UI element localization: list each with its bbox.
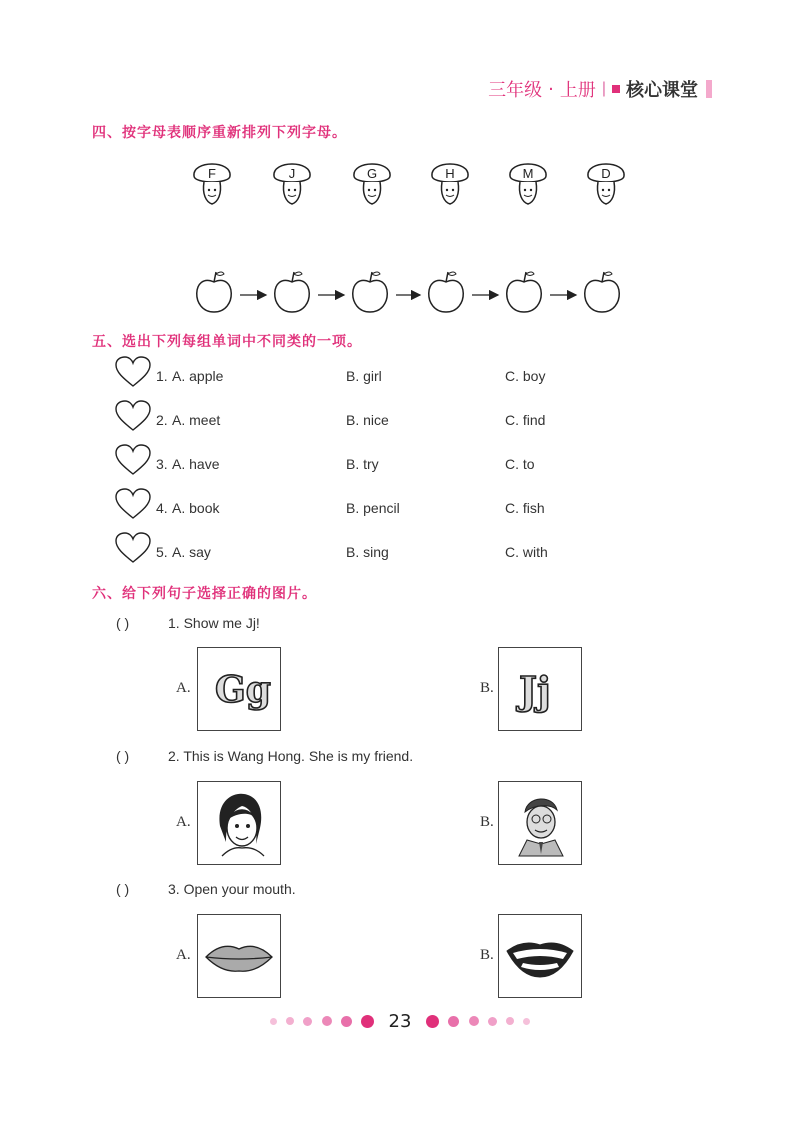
page-header (488, 76, 712, 102)
square-icon (612, 85, 620, 93)
closed-lips-picture[interactable] (197, 914, 281, 998)
option-b-label: B. (480, 947, 494, 963)
mushroom-icon (428, 154, 472, 210)
answer-blank[interactable]: ( ) (116, 881, 130, 897)
page-footer (0, 1010, 800, 1032)
dot-icon (469, 1016, 479, 1026)
letter-gg-picture[interactable] (197, 647, 281, 731)
answer-blank[interactable]: ( ) (116, 748, 130, 764)
apple-blank[interactable] (353, 272, 388, 312)
option-b: B. nice (346, 412, 389, 428)
volume-label: 上册 (559, 80, 596, 101)
apple-blank[interactable] (275, 272, 310, 312)
picture-letters: Gg (215, 669, 271, 711)
option-b-label: B. (480, 680, 494, 696)
letter-gg-icon (198, 648, 280, 730)
option-a: A. meet (172, 412, 221, 428)
option-a: A. apple (172, 368, 224, 384)
apple-blank[interactable] (585, 272, 620, 312)
question-number: 4. (156, 500, 168, 516)
question-text: 2. This is Wang Hong. She is my friend. (168, 748, 414, 764)
option-c: C. fish (505, 500, 545, 516)
mushroom-letter: G (366, 166, 378, 181)
apple-sequence (190, 268, 630, 318)
course-label: 核心课堂 (626, 80, 698, 101)
open-mouth-icon (499, 915, 581, 997)
heart-icon (115, 400, 151, 432)
header-dot: · (548, 78, 554, 100)
answer-heart[interactable] (115, 356, 149, 386)
option-b: B. sing (346, 544, 389, 560)
mushroom-letter: M (522, 166, 534, 181)
option-a: A. have (172, 456, 220, 472)
mushroom-letter-card (190, 154, 234, 210)
answer-blank[interactable]: ( ) (116, 615, 130, 631)
boy-picture[interactable] (498, 781, 582, 865)
option-b: B. try (346, 456, 379, 472)
mushroom-letter-card (506, 154, 550, 210)
grade-label: 三年级 (488, 80, 543, 101)
apple-blank[interactable] (429, 272, 464, 312)
page-number: 23 (388, 1010, 412, 1032)
section6-title: 六、给下列句子选择正确的图片。 (92, 586, 317, 602)
question-number: 1. (156, 368, 168, 384)
heart-icon (115, 444, 151, 476)
header-pipe: | (601, 80, 606, 97)
mushroom-letter-card (270, 154, 314, 210)
apple-blank[interactable] (197, 272, 232, 312)
closed-lips-icon (198, 915, 280, 997)
dot-icon (523, 1018, 530, 1025)
apple-blank[interactable] (507, 272, 542, 312)
heart-icon (115, 488, 151, 520)
option-b: B. girl (346, 368, 382, 384)
question-text: 3. Open your mouth. (168, 881, 296, 897)
letter-jj-picture[interactable] (498, 647, 582, 731)
dot-icon (286, 1017, 294, 1025)
section4-title: 四、按字母表顺序重新排列下列字母。 (92, 125, 347, 141)
question-number: 3. (156, 456, 168, 472)
option-b-label: B. (480, 814, 494, 830)
option-a-label: A. (176, 680, 191, 696)
question-number: 5. (156, 544, 168, 560)
answer-heart[interactable] (115, 444, 149, 474)
option-a: A. say (172, 544, 211, 560)
dot-icon (322, 1016, 332, 1026)
dot-icon (341, 1016, 352, 1027)
mushroom-letter: D (601, 166, 611, 181)
dot-icon (506, 1017, 514, 1025)
dot-icon (361, 1015, 374, 1028)
option-c: C. boy (505, 368, 546, 384)
mushroom-letter: H (445, 166, 455, 181)
question-text: 1. Show me Jj! (168, 615, 260, 631)
option-a: A. book (172, 500, 220, 516)
picture-letters: Jj (519, 668, 551, 713)
dot-icon (303, 1017, 312, 1026)
mushroom-icon (584, 154, 628, 210)
heart-icon (115, 532, 151, 564)
answer-heart[interactable] (115, 488, 149, 518)
mushroom-icon (350, 154, 394, 210)
answer-heart[interactable] (115, 532, 149, 562)
mushroom-icon (506, 154, 550, 210)
girl-picture[interactable] (197, 781, 281, 865)
dot-icon (448, 1016, 459, 1027)
question-number: 2. (156, 412, 168, 428)
dot-icon (270, 1018, 277, 1025)
open-mouth-picture[interactable] (498, 914, 582, 998)
section5-title: 五、选出下列每组单词中不同类的一项。 (92, 334, 362, 350)
option-b: B. pencil (346, 500, 400, 516)
mushroom-icon (270, 154, 314, 210)
dot-icon (426, 1015, 439, 1028)
dot-icon (488, 1017, 497, 1026)
bar-icon (706, 80, 712, 98)
boy-icon (499, 782, 581, 864)
mushroom-letter: J (288, 166, 296, 181)
option-c: C. to (505, 456, 535, 472)
option-c: C. find (505, 412, 546, 428)
heart-icon (115, 356, 151, 388)
mushroom-letter-card (350, 154, 394, 210)
option-c: C. with (505, 544, 548, 560)
girl-icon (198, 782, 280, 864)
mushroom-letter-card (428, 154, 472, 210)
option-a-label: A. (176, 947, 191, 963)
answer-heart[interactable] (115, 400, 149, 430)
mushroom-letter-card (584, 154, 628, 210)
mushroom-letter: F (208, 166, 216, 181)
mushroom-icon (190, 154, 234, 210)
letter-jj-icon (499, 648, 581, 730)
option-a-label: A. (176, 814, 191, 830)
